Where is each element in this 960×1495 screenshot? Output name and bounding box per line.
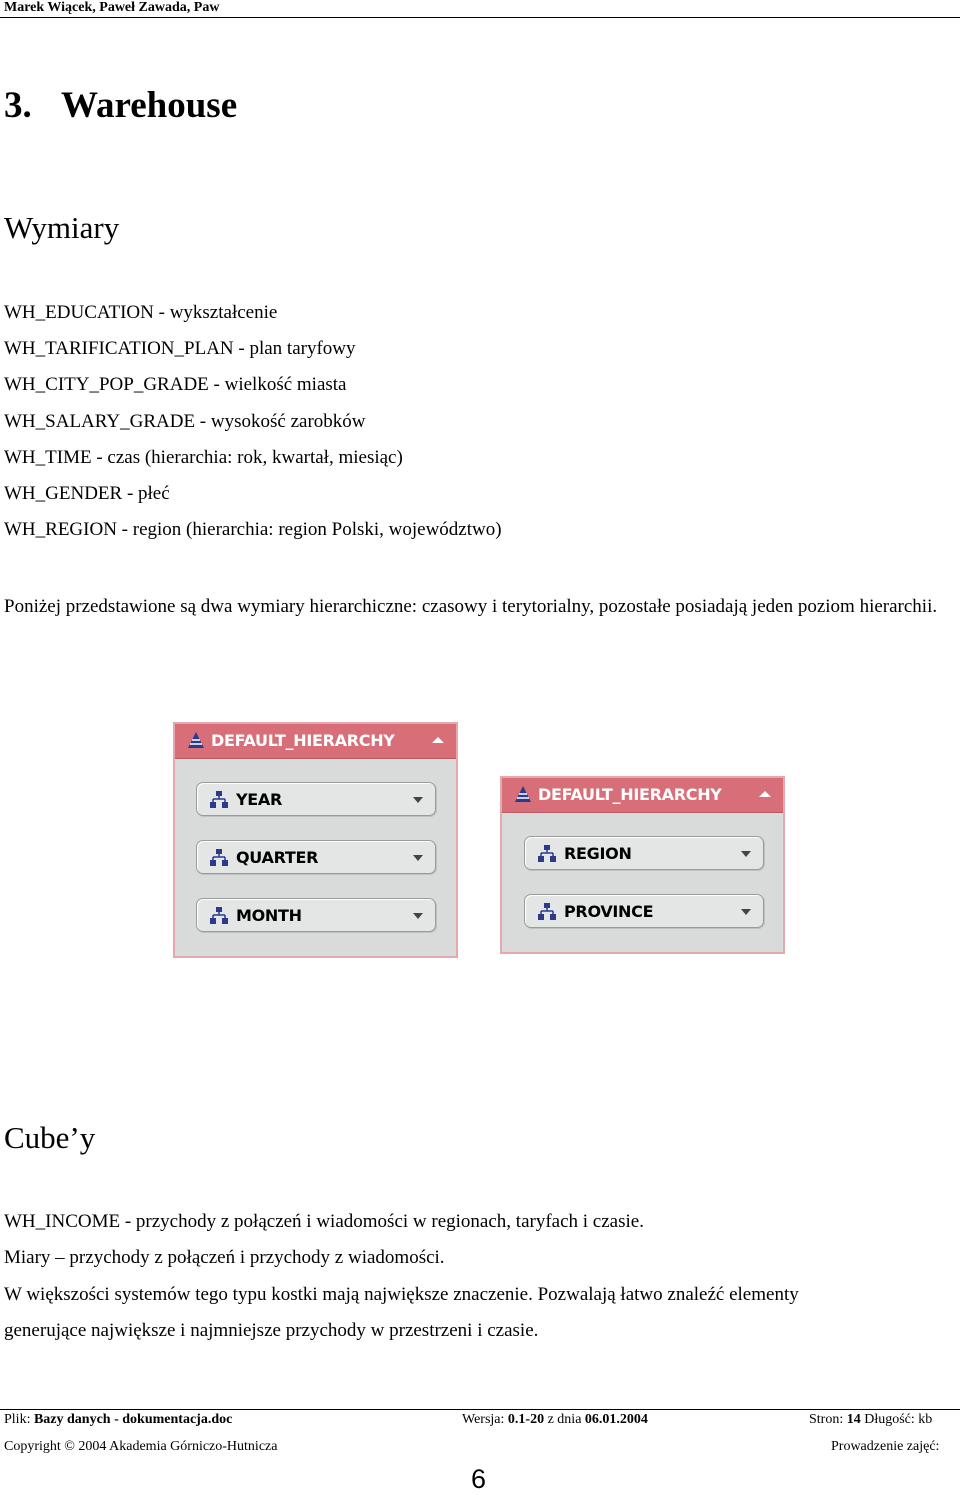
section-number: 3.: [4, 85, 32, 126]
page-number: 6: [471, 1464, 487, 1494]
level-province[interactable]: [524, 894, 764, 928]
triangle-up-icon[interactable]: [759, 791, 771, 797]
footer-version-label: Wersja:: [462, 1412, 505, 1427]
footer-version: [462, 1412, 648, 1428]
footer-pages-value: 14: [846, 1412, 861, 1427]
cube-line: WH_INCOME - przychody z połączeń i wiadomości w regionach, taryfach i czasie.: [4, 1211, 644, 1232]
region-hierarchy-header[interactable]: [502, 778, 783, 813]
cubes-heading: Cube’y: [4, 1120, 96, 1155]
hierarchy-pyramid-icon: [187, 731, 205, 749]
dimension-item: WH_REGION - region (hierarchia: region Polski, województwo): [4, 519, 502, 540]
level-month[interactable]: [196, 898, 436, 932]
time-hierarchy-panel: [173, 722, 458, 958]
footer-copyright: Copyright © 2004 Akademia Górniczo-Hutnicza: [4, 1439, 278, 1454]
cube-line: generujące największe i najmniejsze przychody w przestrzeni i czasie.: [4, 1320, 539, 1341]
dimension-item: WH_CITY_POP_GRADE - wielkość miasta: [4, 374, 347, 395]
section-title: [4, 84, 237, 127]
page-header-authors: Marek Wiącek, Paweł Zawada, Paw: [4, 0, 220, 15]
time-hierarchy-header[interactable]: [175, 724, 456, 759]
level-label: YEAR: [236, 790, 283, 809]
level-label: REGION: [564, 844, 632, 863]
hierarchy-title: DEFAULT_HIERARCHY: [538, 785, 722, 804]
level-year[interactable]: [196, 782, 436, 816]
level-label: QUARTER: [236, 848, 319, 867]
hierarchy-title: DEFAULT_HIERARCHY: [211, 731, 395, 750]
region-hierarchy-panel: [500, 776, 785, 954]
footer-pages: [809, 1412, 932, 1428]
dimension-item: WH_GENDER - płeć: [4, 483, 170, 504]
footer-date-label: z dnia: [547, 1412, 582, 1427]
cube-line: W większości systemów tego typu kostki mają największe znaczenie. Pozwalają łatwo znaleźć elementy: [4, 1284, 799, 1305]
level-label: PROVINCE: [564, 902, 654, 921]
dimension-item: WH_EDUCATION - wykształcenie: [4, 302, 278, 323]
hierarchy-pyramid-icon: [514, 785, 532, 803]
footer-file-value: Bazy danych - dokumentacja.doc: [33, 1412, 233, 1427]
level-tree-icon: [210, 907, 228, 924]
dimension-item: WH_TIME - czas (hierarchia: rok, kwartał, miesiąc): [4, 447, 403, 468]
footer-file: [4, 1412, 232, 1428]
triangle-up-icon[interactable]: [432, 737, 444, 743]
section-title-text: Warehouse: [61, 85, 238, 126]
footer-conducting: Prowadzenie zajęć:: [831, 1439, 940, 1454]
dimensions-intro-paragraph: Poniżej przedstawione są dwa wymiary hierarchiczne: czasowy i terytorialny, pozostałe posiadają jeden poziom hierarchii.: [4, 596, 938, 617]
footer-divider: [0, 1409, 960, 1410]
footer-length-value: kb: [918, 1412, 933, 1427]
cube-line: Miary – przychody z połączeń i przychody z wiadomości.: [4, 1247, 445, 1268]
level-region[interactable]: [524, 836, 764, 870]
triangle-down-icon[interactable]: [413, 855, 423, 861]
level-label: MONTH: [236, 906, 302, 925]
footer-length-label: Długość:: [864, 1412, 915, 1427]
level-tree-icon: [210, 791, 228, 808]
level-tree-icon: [538, 903, 556, 920]
triangle-down-icon[interactable]: [413, 797, 423, 803]
triangle-down-icon[interactable]: [413, 913, 423, 919]
triangle-down-icon[interactable]: [741, 851, 751, 857]
footer-date-value: 06.01.2004: [584, 1412, 648, 1427]
footer-pages-label: Stron:: [809, 1412, 844, 1427]
level-quarter[interactable]: [196, 840, 436, 874]
dimension-item: WH_SALARY_GRADE - wysokość zarobków: [4, 411, 366, 432]
dimensions-heading: Wymiary: [4, 210, 120, 245]
level-tree-icon: [538, 845, 556, 862]
triangle-down-icon[interactable]: [741, 909, 751, 915]
dimension-item: WH_TARIFICATION_PLAN - plan taryfowy: [4, 338, 356, 359]
header-divider: [0, 17, 960, 18]
footer-file-label: Plik:: [4, 1412, 31, 1427]
level-tree-icon: [210, 849, 228, 866]
footer-version-value: 0.1-20: [507, 1412, 545, 1427]
